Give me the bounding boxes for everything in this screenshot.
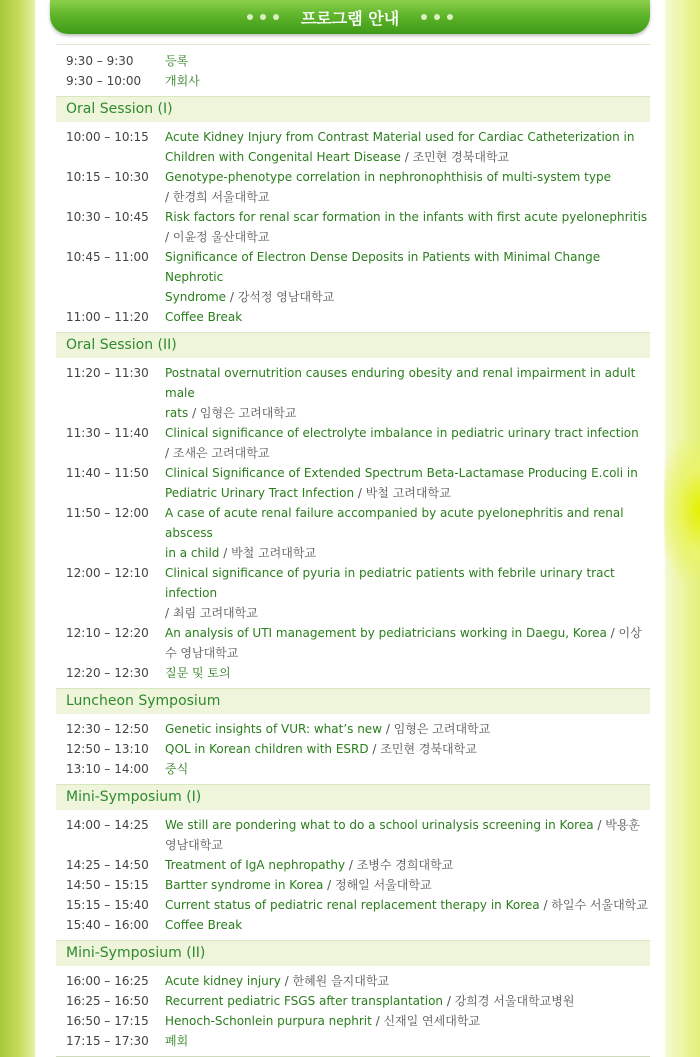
speaker-affiliation: / 조민현 경북대학교	[400, 150, 510, 164]
talk-title: We still are pondering what to do a school urinalysis screening in Korea	[165, 818, 594, 832]
schedule-row	[56, 895, 650, 915]
session-title	[165, 815, 650, 855]
session-title	[165, 247, 650, 307]
talk-title: Acute Kidney Injury from Contrast Material used for Cardiac Catheterization in Children with Congenital Heart Disease	[165, 130, 635, 164]
session-time: 11:30 – 11:40	[66, 426, 149, 440]
schedule-row	[56, 563, 650, 623]
schedule-row	[56, 1011, 650, 1031]
session-title	[165, 363, 650, 423]
session-time: 9:30 – 10:00	[66, 74, 142, 88]
schedule-row	[56, 423, 650, 463]
session-title	[165, 423, 650, 463]
speaker-affiliation: / 박용훈 영남대학교	[165, 818, 644, 852]
speaker-affiliation: / 신재일 연세대학교	[371, 1014, 481, 1028]
talk-title: Postnatal overnutrition causes enduring obesity and renal impairment in adult male rats	[165, 366, 636, 420]
speaker-affiliation: / 최림 고려대학교	[165, 606, 258, 620]
schedule-row	[56, 719, 650, 739]
session-time: 10:15 – 10:30	[66, 170, 149, 184]
section-title: Luncheon Symposium	[56, 688, 650, 714]
session-title	[165, 127, 650, 167]
session-time: 11:50 – 12:00	[66, 506, 149, 520]
schedule-row	[56, 739, 650, 759]
session-time: 16:25 – 16:50	[66, 994, 149, 1008]
schedule-row	[56, 991, 650, 1011]
session-time: 15:15 – 15:40	[66, 898, 149, 912]
talk-title: Genotype-phenotype correlation in nephronophthisis of multi-system type	[165, 170, 611, 184]
schedule-row	[56, 51, 650, 71]
session-time: 12:10 – 12:20	[66, 626, 149, 640]
speaker-affiliation: / 이윤정 울산대학교	[165, 230, 270, 244]
talk-title: Current status of pediatric renal replacement therapy in Korea	[165, 898, 540, 912]
talk-title: Acute kidney injury	[165, 974, 281, 988]
header-dots-left	[247, 14, 279, 20]
session-time: 12:20 – 12:30	[66, 666, 149, 680]
program-header	[50, 0, 650, 34]
schedule-row	[56, 875, 650, 895]
talk-title: Significance of Electron Dense Deposits in Patients with Minimal Change Nephrotic Syndrome	[165, 250, 601, 304]
section-rows	[56, 122, 650, 332]
talk-title: Recurrent pediatric FSGS after transplantation	[165, 994, 444, 1008]
session-title	[165, 1011, 650, 1031]
talk-title: Genetic insights of VUR: what’s new	[165, 722, 383, 736]
session-time: 10:00 – 10:15	[66, 130, 149, 144]
section-rows	[56, 714, 650, 784]
session-title	[165, 971, 650, 991]
section-title: Mini-Symposium (I)	[56, 784, 650, 810]
session-time: 16:00 – 16:25	[66, 974, 149, 988]
background-glow	[660, 440, 700, 580]
talk-title: Clinical significance of electrolyte imbalance in pediatric urinary tract infection	[165, 426, 639, 440]
session-title	[165, 915, 650, 935]
session-title	[165, 563, 650, 623]
talk-title: Clinical significance of pyuria in pediatric patients with febrile urinary tract infection	[165, 566, 615, 600]
schedule-row	[56, 855, 650, 875]
schedule-row	[56, 815, 650, 855]
speaker-affiliation: / 강석정 영남대학교	[226, 290, 335, 304]
talk-title: Coffee Break	[165, 310, 243, 324]
session-title	[165, 167, 650, 207]
dot-icon	[434, 14, 440, 20]
session-time: 12:00 – 12:10	[66, 566, 149, 580]
schedule-row	[56, 207, 650, 247]
talk-title: QOL in Korean children with ESRD	[165, 742, 369, 756]
session-time: 14:00 – 14:25	[66, 818, 149, 832]
speaker-affiliation: / 박철 고려대학교	[219, 546, 317, 560]
session-time: 11:20 – 11:30	[66, 366, 149, 380]
speaker-affiliation: / 강희경 서울대학교병원	[443, 994, 575, 1008]
talk-title: Coffee Break	[165, 918, 243, 932]
session-title	[165, 875, 650, 895]
session-title	[165, 855, 650, 875]
talk-title: 질문 및 토의	[165, 666, 231, 680]
header-title: 프로그램 안내	[300, 8, 400, 28]
session-title	[165, 663, 650, 683]
speaker-affiliation: / 한혜원 을지대학교	[280, 974, 390, 988]
speaker-affiliation: / 하일수 서울대학교	[539, 898, 648, 912]
session-time: 10:30 – 10:45	[66, 210, 149, 224]
session-title	[165, 207, 650, 247]
section-rows	[56, 810, 650, 940]
speaker-affiliation: / 한경희 서울대학교	[165, 190, 270, 204]
session-title	[165, 895, 650, 915]
section-title: Oral Session (I)	[56, 96, 650, 122]
session-time: 11:40 – 11:50	[66, 466, 149, 480]
session-time: 14:25 – 14:50	[66, 858, 149, 872]
speaker-affiliation: / 조새은 고려대학교	[165, 446, 270, 460]
section-title: Oral Session (II)	[56, 332, 650, 358]
talk-title: Henoch-Schonlein purpura nephrit	[165, 1014, 372, 1028]
speaker-affiliation: / 조병수 경희대학교	[345, 858, 454, 872]
schedule-row	[56, 971, 650, 991]
session-title	[165, 719, 650, 739]
dot-icon	[273, 14, 279, 20]
schedule-row	[56, 1031, 650, 1051]
section-title: Mini-Symposium (II)	[56, 940, 650, 966]
session-time: 15:40 – 16:00	[66, 918, 149, 932]
speaker-affiliation: / 이상수 영남대학교	[165, 626, 642, 660]
speaker-affiliation: / 조민현 경북대학교	[368, 742, 477, 756]
session-time: 16:50 – 17:15	[66, 1014, 149, 1028]
talk-title: Bartter syndrome in Korea	[165, 878, 324, 892]
session-title	[165, 759, 650, 779]
session-title	[165, 463, 650, 503]
session-time: 12:30 – 12:50	[66, 722, 149, 736]
schedule-row	[56, 623, 650, 663]
schedule-row	[56, 127, 650, 167]
talk-title: An analysis of UTI management by pediatricians working in Daegu, Korea	[165, 626, 607, 640]
session-title	[165, 307, 650, 327]
session-title	[165, 1031, 650, 1051]
header-dots-right	[421, 14, 453, 20]
talk-title: 폐회	[165, 1034, 189, 1048]
speaker-affiliation: / 임형은 고려대학교	[188, 406, 297, 420]
session-title: 개회사	[165, 74, 200, 88]
session-time: 17:15 – 17:30	[66, 1034, 149, 1048]
schedule-row	[56, 503, 650, 563]
schedule-row	[56, 663, 650, 683]
program-schedule	[56, 44, 650, 1057]
session-title: 등록	[165, 54, 189, 68]
dot-icon	[247, 14, 253, 20]
schedule-row	[56, 759, 650, 779]
speaker-affiliation: / 정해일 서울대학교	[323, 878, 432, 892]
sections-container	[56, 96, 650, 1056]
schedule-row	[56, 71, 650, 91]
session-time: 14:50 – 15:15	[66, 878, 149, 892]
session-time: 10:45 – 11:00	[66, 250, 149, 264]
session-time: 12:50 – 13:10	[66, 742, 149, 756]
session-title	[165, 503, 650, 563]
talk-title: 중식	[165, 762, 189, 776]
session-title	[165, 991, 650, 1011]
session-title	[165, 739, 650, 759]
schedule-row	[56, 247, 650, 307]
schedule-row	[56, 307, 650, 327]
session-time: 9:30 – 9:30	[66, 54, 134, 68]
section-rows	[56, 358, 650, 688]
talk-title: A case of acute renal failure accompanied by acute pyelonephritis and renal abscess in a child	[165, 506, 624, 560]
section-rows	[56, 966, 650, 1056]
dot-icon	[447, 14, 453, 20]
dot-icon	[260, 14, 266, 20]
schedule-row	[56, 463, 650, 503]
session-title	[165, 623, 650, 663]
speaker-affiliation: / 임형은 고려대학교	[382, 722, 491, 736]
talk-title: Treatment of IgA nephropathy	[165, 858, 346, 872]
intro-block	[56, 44, 650, 96]
schedule-row	[56, 915, 650, 935]
session-time: 13:10 – 14:00	[66, 762, 149, 776]
dot-icon	[421, 14, 427, 20]
talk-title: Risk factors for renal scar formation in the infants with first acute pyelonephritis	[165, 210, 648, 224]
schedule-row	[56, 167, 650, 207]
schedule-row	[56, 363, 650, 423]
speaker-affiliation: / 박철 고려대학교	[354, 486, 451, 500]
session-time: 11:00 – 11:20	[66, 310, 149, 324]
talk-title: Clinical Significance of Extended Spectrum Beta-Lactamase Producing E.coli in Pediatric Urinary Tract Infection	[165, 466, 638, 500]
